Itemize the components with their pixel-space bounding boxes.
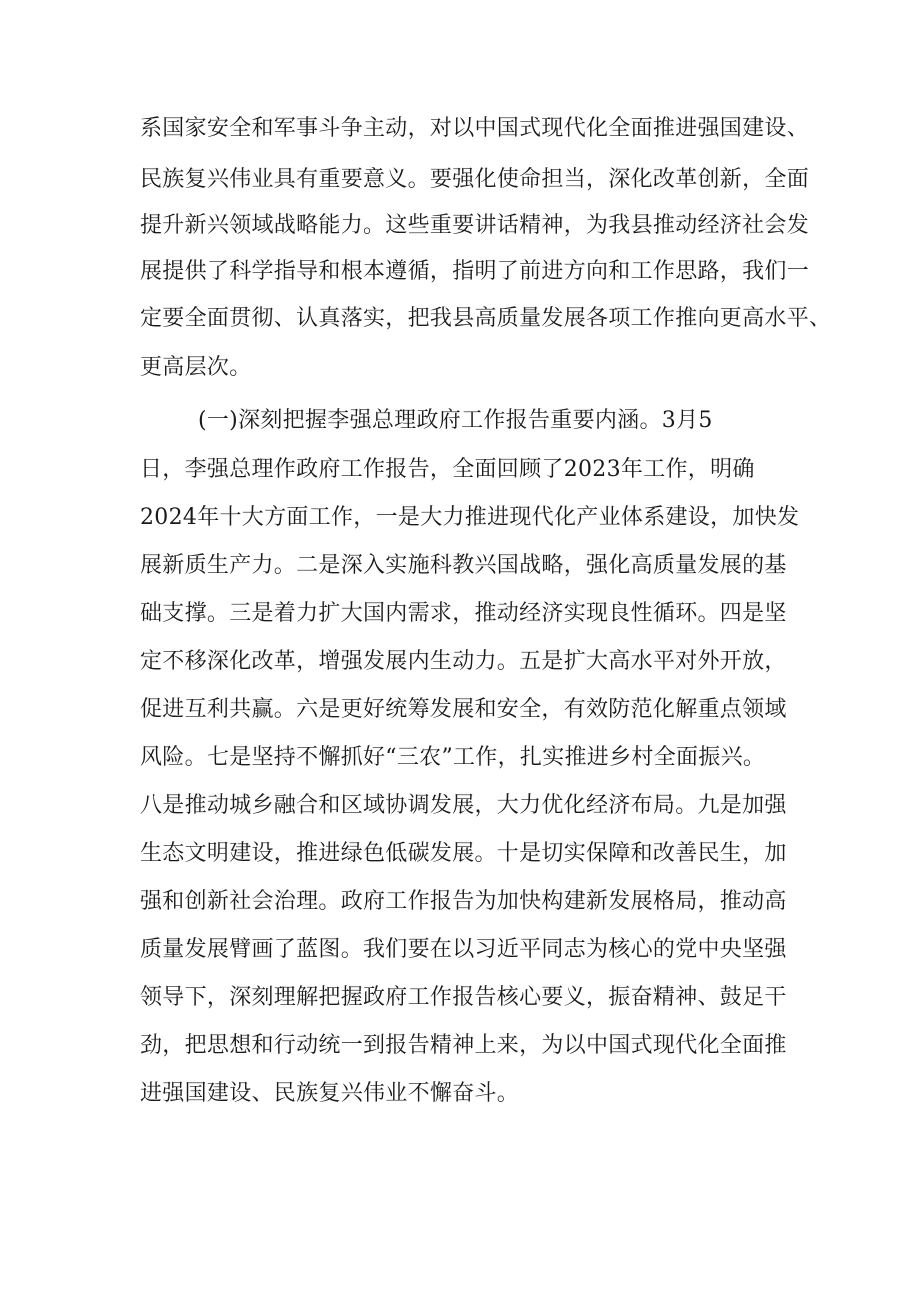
text-line: 劲，把思想和行动统一到报告精神上来，为以中国式现代化全面推 [140,1033,787,1058]
text-line: 生态文明建设，推进绿色低碳发展。十是切实保障和改善民生，加 [140,841,787,866]
text-line: 风险。七是坚持不懈抓好“三农”工作，扎实推进乡村全面振兴。 [140,745,766,770]
text-line: 系国家安全和军事斗争主动，对以中国式现代化全面推进强国建设、 [140,116,810,141]
text-line: 进强国建设、民族复兴伟业不懈奋斗。 [140,1081,520,1106]
text-line: 展提供了科学指导和根本遵循，指明了前进方向和工作思路，我们一 [140,259,810,284]
text-line: 础支撑。三是着力扩大国内需求，推动经济实现良性循环。四是坚 [140,601,787,626]
text-line: 民族复兴伟业具有重要意义。要强化使命担当，深化改革创新，全面 [140,167,810,192]
text-line: 定要全面贯彻、认真落实，把我县高质量发展各项工作推向更高水平、 [140,306,832,331]
text-line: 提升新兴领域战略能力。这些重要讲话精神，为我县推动经济社会发 [140,213,810,238]
section-heading-line: (一)深刻把握李强总理政府工作报告重要内涵。3月5 [198,408,713,433]
text-line: 定不移深化改革，增强发展内生动力。五是扩大高水平对外开放， [140,649,787,674]
text-line: 展新质生产力。二是深入实施科教兴国战略，强化高质量发展的基 [140,553,787,578]
text-line: 更高层次。 [140,355,252,380]
text-line: 2024年十大方面工作，一是大力推进现代化产业体系建设，加快发 [140,505,800,530]
text-line: 强和创新社会治理。政府工作报告为加快构建新发展格局，推动高 [140,889,787,914]
text-line: 质量发展臂画了蓝图。我们要在以习近平同志为核心的党中央坚强 [140,937,787,962]
text-line: 八是推动城乡融合和区域协调发展，大力优化经济布局。九是加强 [140,793,787,818]
text-line: 领导下，深刻理解把握政府工作报告核心要义，振奋精神、鼓足干 [140,985,787,1010]
text-line: 日，李强总理作政府工作报告，全面回顾了2023年工作，明确 [140,457,755,482]
text-line: 促进互利共赢。六是更好统筹发展和安全，有效防范化解重点领域 [140,697,787,722]
